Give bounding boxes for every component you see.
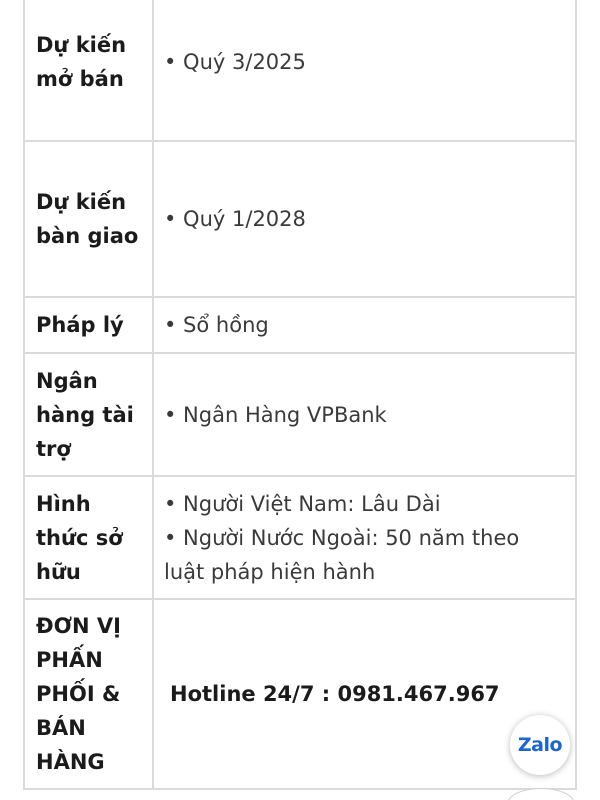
- zalo-chat-button[interactable]: [510, 715, 570, 775]
- row-label: Hình thức sở hữu: [24, 476, 153, 599]
- row-value-line: • Người Việt Nam: Lâu Dài: [164, 491, 441, 516]
- row-label: Dự kiến bàn giao: [24, 141, 153, 297]
- row-label: ĐƠN VỊ PHẤN PHỐI & BÁN HÀNG: [24, 599, 153, 789]
- row-value-line: • Sổ hồng: [164, 313, 269, 337]
- row-value-line: • Quý 1/2028: [164, 207, 306, 231]
- row-value-line: • Quý 3/2025: [164, 50, 306, 74]
- row-label: Pháp lý: [24, 297, 153, 353]
- row-value: [153, 297, 576, 353]
- row-value-line: • Ngân Hàng VPBank: [164, 402, 387, 427]
- row-label: Dự kiến mở bán: [24, 0, 153, 141]
- table-row: [24, 353, 576, 476]
- row-value: [153, 0, 576, 141]
- row-value: [153, 353, 576, 476]
- hotline-text: Hotline 24/7 : 0981.467.967: [170, 682, 500, 706]
- zalo-icon: Zalo: [517, 734, 563, 756]
- table-row: [24, 0, 576, 141]
- table-row: [24, 599, 576, 789]
- row-label: Ngân hàng tài trợ: [24, 353, 153, 476]
- hotline-value: [153, 599, 576, 789]
- row-value: [153, 476, 576, 599]
- table-row: [24, 476, 576, 599]
- table-row: [24, 141, 576, 297]
- row-value-line: • Người Nước Ngoài: 50 năm theo luật pháp hiện hành: [164, 525, 520, 584]
- row-value: [153, 141, 576, 297]
- table-row: [24, 297, 576, 353]
- project-info-table: [23, 0, 577, 790]
